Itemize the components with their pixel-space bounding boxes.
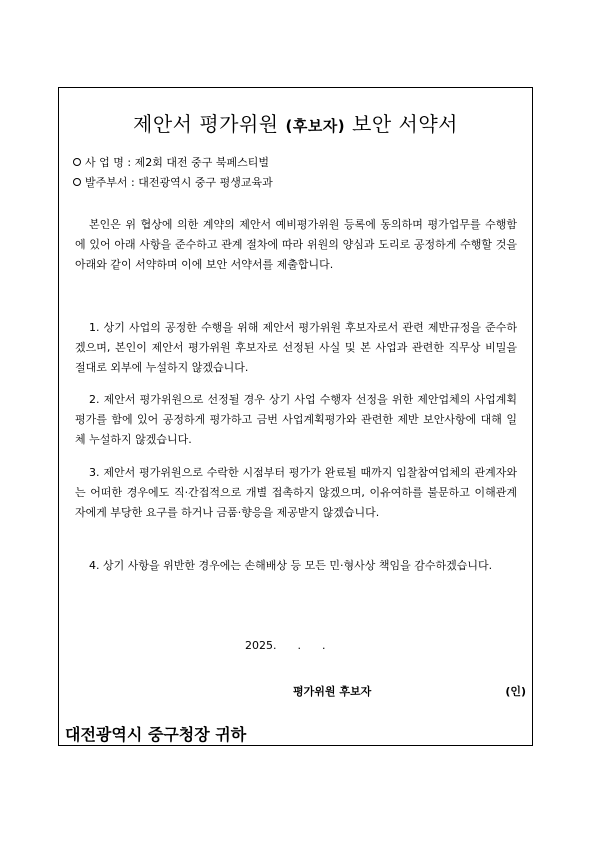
clause-text: 1. 상기 사업의 공정한 수행을 위해 제안서 평가위원 후보자로서 관련 제반규정을 준수하겠으며, 본인이 제안서 평가위원 후보자로 선정된 사실 및 본 사업과 관련한 직무상 비밀을 절대로 외부에 누설하지 않겠습니다. xyxy=(75,321,517,374)
sign-date: 2025. . . xyxy=(245,639,326,652)
addressee: 대전광역시 중구청장 귀하 xyxy=(65,725,247,744)
info-value: 대전광역시 중구 평생교육과 xyxy=(138,176,273,189)
info-value: 제2회 대전 중구 북페스티벌 xyxy=(134,156,269,169)
clause-text: 4. 상기 사항을 위반한 경우에는 손해배상 등 모든 민·형사상 책임을 감수하겠습니다. xyxy=(89,559,493,572)
title-main-after: 보안 서약서 xyxy=(345,112,458,136)
document-title xyxy=(59,108,532,137)
clause-3 xyxy=(75,463,517,523)
title-main-before: 제안서 평가위원 xyxy=(133,112,286,136)
intro-text: 본인은 위 협상에 의한 계약의 제안서 예비평가위원 등록에 동의하며 평가업무를 수행함에 있어 아래 사항을 준수하고 관계 절차에 따라 위원의 양심과 도리로 공정하게 수행할 것을 아래와 같이 서약하며 이에 보안 서약서를 제출합니다. xyxy=(75,218,517,271)
bullet-circle-icon xyxy=(73,178,81,186)
signer-label: 평가위원 후보자 xyxy=(293,685,372,698)
seal-mark: (인) xyxy=(505,685,526,698)
intro-paragraph xyxy=(75,215,517,275)
clause-text: 3. 제안서 평가위원으로 수락한 시점부터 평가가 완료될 때까지 입찰참여업체의 관계자와는 어떠한 경우에도 직·간접적으로 개별 접촉하지 않겠으며, 이유여하를 불문하고 이해관계자에게 부당한 요구를 하거나 금품·향응을 제공받지 않겠습니다. xyxy=(75,466,517,519)
title-candidate-label: (후보자) xyxy=(285,117,346,135)
info-label: 사 업 명 xyxy=(85,156,124,169)
clause-text: 2. 제안서 평가위원으로 선정될 경우 상기 사업 수행자 선정을 위한 제안업체의 사업계획평가를 함에 있어 공정하게 평가하고 금번 사업계획평가와 관련한 제반 보안사항에 대해 일체 누설하지 않겠습니다. xyxy=(75,393,517,446)
pledge-form xyxy=(58,87,533,746)
clause-4 xyxy=(75,556,517,576)
clause-2 xyxy=(75,390,517,450)
info-project-name: 사 업 명 : 제2회 대전 중구 북페스티벌 xyxy=(73,153,269,173)
info-department: 발주부서 : 대전광역시 중구 평생교육과 xyxy=(73,173,273,193)
bullet-circle-icon xyxy=(73,158,81,166)
info-label: 발주부서 xyxy=(85,176,128,189)
clause-1 xyxy=(75,318,517,378)
